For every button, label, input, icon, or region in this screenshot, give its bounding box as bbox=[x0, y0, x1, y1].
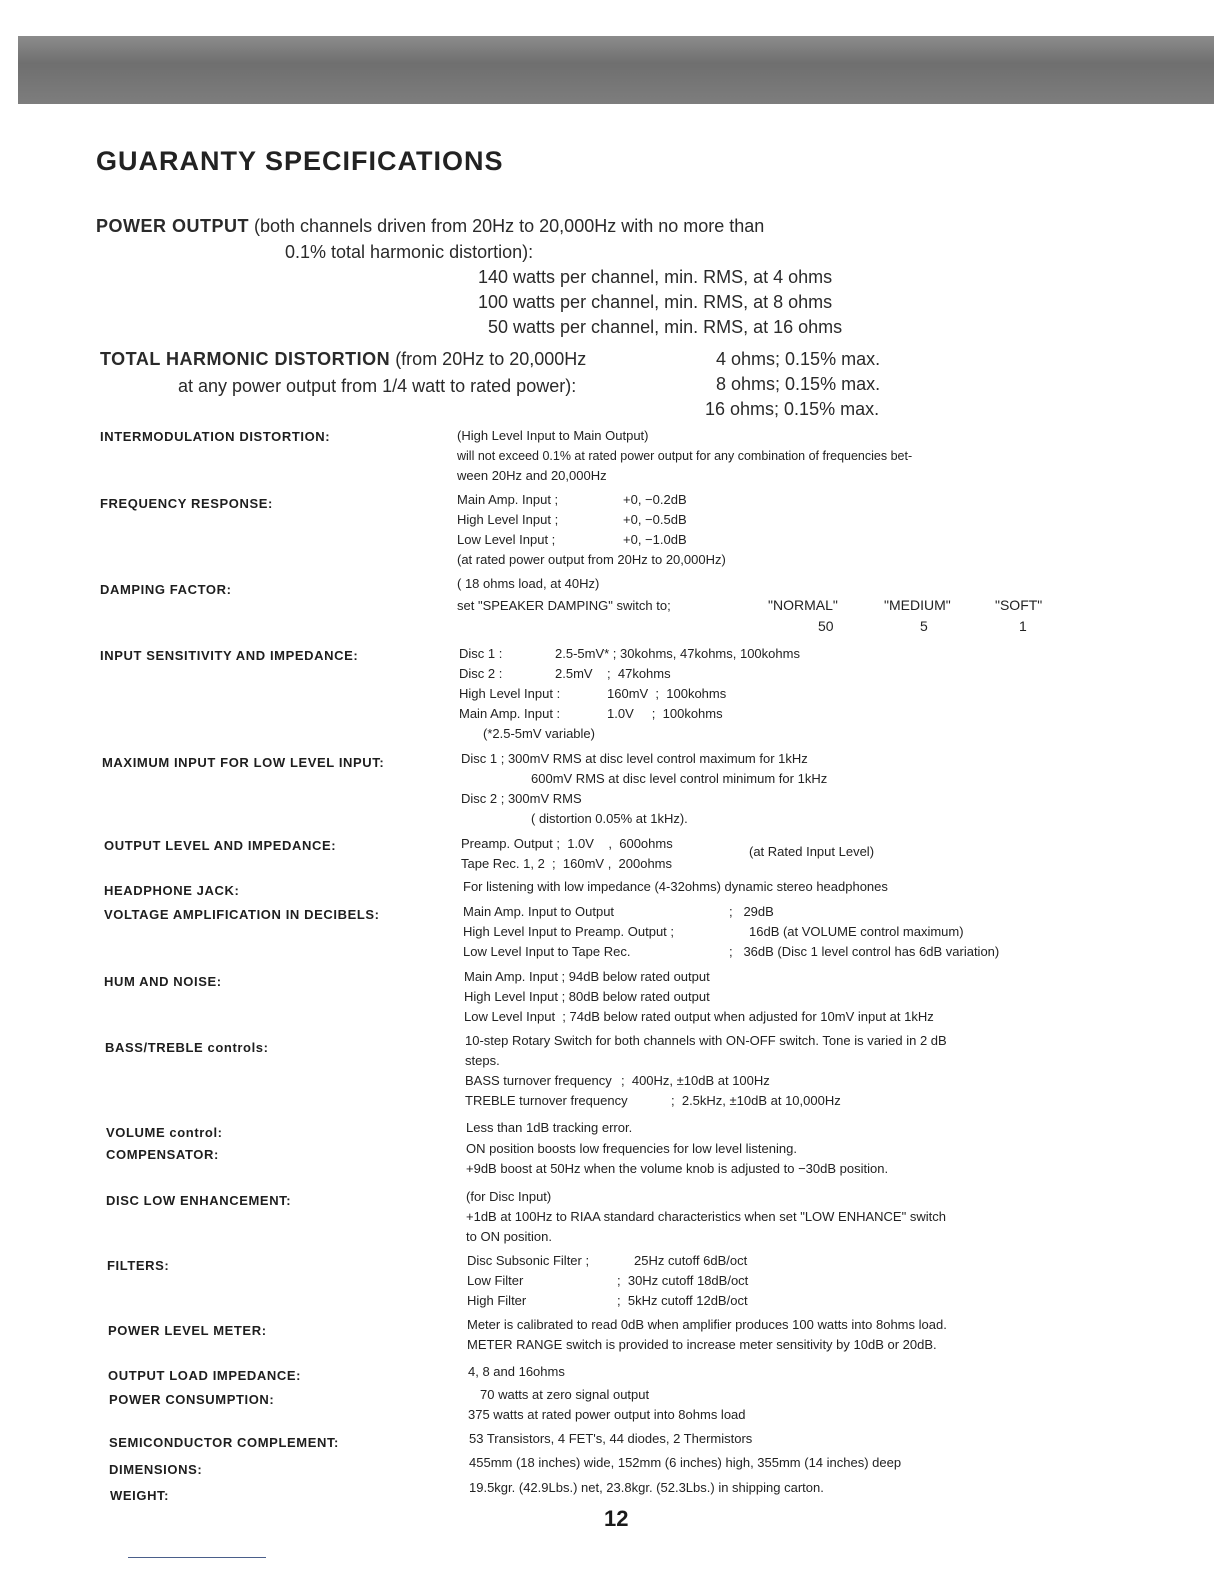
spec-line: ; 36dB (Disc 1 level control has 6dB variation) bbox=[729, 944, 1000, 959]
spec-value bbox=[459, 644, 800, 744]
spec-line: 375 watts at rated power output into 8ohms load bbox=[468, 1407, 746, 1422]
spec-line: Main Amp. Input : bbox=[459, 706, 561, 721]
spec-line: High Level Input to Preamp. Output ; bbox=[463, 924, 675, 939]
spec-line: Disc 1 : bbox=[459, 646, 503, 661]
spec-line: High Filter bbox=[467, 1293, 527, 1308]
footer-rule bbox=[128, 1557, 266, 1558]
spec-line: Preamp. Output ; 1.0V , 600ohms bbox=[461, 836, 673, 851]
power-output-label: POWER OUTPUT bbox=[96, 216, 249, 236]
spec-line: ; 29dB bbox=[729, 904, 774, 919]
spec-line: Main Amp. Input ; 94dB below rated output bbox=[464, 969, 710, 984]
spec-line: ON position boosts low frequencies for low level listening. bbox=[466, 1141, 797, 1156]
spec-label: BASS/TREBLE controls: bbox=[105, 1040, 269, 1055]
spec-line: 19.5kgr. (42.9Lbs.) net, 23.8kgr. (52.3Lbs.) in shipping carton. bbox=[469, 1480, 824, 1495]
spec-label: COMPENSATOR: bbox=[106, 1147, 219, 1162]
spec-line: High Level Input ; bbox=[457, 512, 559, 527]
power-output-desc2: 0.1% total harmonic distortion): bbox=[285, 242, 534, 262]
spec-line: Low Level Input to Tape Rec. bbox=[463, 944, 631, 959]
spec-line: Main Amp. Input to Output bbox=[463, 904, 615, 919]
spec-line: Less than 1dB tracking error. bbox=[466, 1120, 633, 1135]
spec-line: 25Hz cutoff 6dB/oct bbox=[634, 1253, 748, 1268]
damping-value: 5 bbox=[920, 618, 928, 634]
thd-value: 8 ohms; 0.15% max. bbox=[716, 374, 881, 394]
spec-line: Meter is calibrated to read 0dB when amplifier produces 100 watts into 8ohms load. bbox=[467, 1317, 947, 1332]
spec-line: +0, −0.5dB bbox=[623, 512, 687, 527]
spec-line: Disc Subsonic Filter ; bbox=[467, 1253, 590, 1268]
spec-line: +1dB at 100Hz to RIAA standard characteristics when set "LOW ENHANCE" switch bbox=[466, 1209, 946, 1224]
spec-line: For listening with low impedance (4-32ohms) dynamic stereo headphones bbox=[463, 879, 888, 894]
spec-label: FILTERS: bbox=[107, 1258, 170, 1273]
spec-line: Disc 1 ; 300mV RMS at disc level control maximum for 1kHz bbox=[461, 751, 808, 766]
spec-line: +0, −1.0dB bbox=[623, 532, 687, 547]
spec-line: Low Filter bbox=[467, 1273, 524, 1288]
spec-label: FREQUENCY RESPONSE: bbox=[100, 496, 273, 511]
power-line: 50 watts per channel, min. RMS, at 16 ohms bbox=[488, 317, 843, 337]
spec-line: 1.0V ; 100kohms bbox=[607, 706, 723, 721]
damping-heading: "SOFT" bbox=[995, 597, 1043, 613]
header-band bbox=[18, 36, 1214, 104]
spec-label: SEMICONDUCTOR COMPLEMENT: bbox=[109, 1435, 339, 1450]
damping-heading: "MEDIUM" bbox=[884, 597, 951, 613]
spec-value bbox=[457, 426, 912, 486]
spec-line: ; 5kHz cutoff 12dB/oct bbox=[617, 1293, 748, 1308]
spec-line: 70 watts at zero signal output bbox=[480, 1387, 650, 1402]
spec-line: Disc 2 ; 300mV RMS bbox=[461, 791, 582, 806]
spec-line: High Level Input : bbox=[459, 686, 561, 701]
spec-line: 10-step Rotary Switch for both channels with ON-OFF switch. Tone is varied in 2 dB bbox=[465, 1033, 947, 1048]
spec-line: (for Disc Input) bbox=[466, 1189, 552, 1204]
spec-line: Disc 2 : bbox=[459, 666, 503, 681]
power-output-heading bbox=[96, 216, 764, 237]
spec-line: steps. bbox=[465, 1053, 500, 1068]
spec-line: ; 30Hz cutoff 18dB/oct bbox=[617, 1273, 749, 1288]
spec-line: 2.5mV ; 47kohms bbox=[555, 666, 671, 681]
spec-line: (High Level Input to Main Output) bbox=[457, 428, 649, 443]
spec-line: Low Level Input ; bbox=[457, 532, 556, 547]
spec-value bbox=[467, 1315, 947, 1355]
spec-label: DISC LOW ENHANCEMENT: bbox=[106, 1193, 292, 1208]
spec-line: 4, 8 and 16ohms bbox=[468, 1364, 565, 1379]
spec-label: VOLTAGE AMPLIFICATION IN DECIBELS: bbox=[104, 907, 380, 922]
spec-value bbox=[461, 834, 673, 874]
spec-note: (at Rated Input Level) bbox=[749, 844, 875, 859]
spec-line: set "SPEAKER DAMPING" switch to; bbox=[457, 598, 671, 613]
spec-label: MAXIMUM INPUT FOR LOW LEVEL INPUT: bbox=[102, 755, 385, 770]
spec-line: 160mV ; 100kohms bbox=[607, 686, 727, 701]
spec-value bbox=[468, 1385, 746, 1425]
spec-line: ( 18 ohms load, at 40Hz) bbox=[457, 576, 600, 591]
spec-line: Main Amp. Input ; bbox=[457, 492, 559, 507]
power-line: 140 watts per channel, min. RMS, at 4 ohms bbox=[478, 267, 833, 287]
spec-value bbox=[467, 1251, 748, 1311]
spec-line: ween 20Hz and 20,000Hz bbox=[457, 468, 607, 483]
spec-value bbox=[463, 902, 999, 962]
thd-desc: (from 20Hz to 20,000Hz bbox=[395, 349, 587, 369]
thd-value: 16 ohms; 0.15% max. bbox=[705, 399, 880, 419]
page-number: 12 bbox=[604, 1506, 629, 1531]
spec-line: to ON position. bbox=[466, 1229, 552, 1244]
spec-line: (*2.5-5mV variable) bbox=[483, 726, 595, 741]
thd-label: TOTAL HARMONIC DISTORTION bbox=[100, 349, 391, 369]
spec-value bbox=[465, 1031, 947, 1111]
damping-value: 50 bbox=[818, 618, 834, 634]
spec-label: WEIGHT: bbox=[110, 1488, 170, 1503]
spec-line: Tape Rec. 1, 2 ; 160mV , 200ohms bbox=[461, 856, 673, 871]
spec-line: will not exceed 0.1% at rated power output for any combination of frequencies bet- bbox=[457, 449, 913, 463]
spec-line: ; 400Hz, ±10dB at 100Hz bbox=[621, 1073, 770, 1088]
spec-line: TREBLE turnover frequency bbox=[465, 1093, 628, 1108]
thd-value: 4 ohms; 0.15% max. bbox=[716, 349, 881, 369]
page-title: GUARANTY SPECIFICATIONS bbox=[96, 146, 504, 176]
spec-label: HUM AND NOISE: bbox=[104, 974, 222, 989]
spec-line: Low Level Input ; 74dB below rated output when adjusted for 10mV input at 1kHz bbox=[464, 1009, 934, 1024]
spec-label: OUTPUT LOAD IMPEDANCE: bbox=[108, 1368, 302, 1383]
spec-value bbox=[464, 967, 934, 1027]
spec-line: ( distortion 0.05% at 1kHz). bbox=[531, 811, 688, 826]
spec-line: ; 2.5kHz, ±10dB at 10,000Hz bbox=[671, 1093, 841, 1108]
spec-label: POWER CONSUMPTION: bbox=[109, 1392, 275, 1407]
spec-label: INPUT SENSITIVITY AND IMPEDANCE: bbox=[100, 648, 359, 663]
spec-value bbox=[461, 749, 827, 829]
spec-value bbox=[466, 1187, 946, 1247]
power-output-desc: (both channels driven from 20Hz to 20,000Hz with no more than bbox=[254, 216, 765, 236]
spec-label: HEADPHONE JACK: bbox=[104, 883, 240, 898]
spec-label: OUTPUT LEVEL AND IMPEDANCE: bbox=[104, 838, 337, 853]
spec-line: METER RANGE switch is provided to increase meter sensitivity by 10dB or 20dB. bbox=[467, 1337, 937, 1352]
spec-line: BASS turnover frequency bbox=[465, 1073, 612, 1088]
spec-line: +9dB boost at 50Hz when the volume knob is adjusted to −30dB position. bbox=[466, 1161, 889, 1176]
spec-label: VOLUME control: bbox=[106, 1125, 223, 1140]
spec-label: DIMENSIONS: bbox=[109, 1462, 203, 1477]
spec-line: 16dB (at VOLUME control maximum) bbox=[749, 924, 964, 939]
power-line: 100 watts per channel, min. RMS, at 8 ohms bbox=[478, 292, 833, 312]
spec-line: (at rated power output from 20Hz to 20,000Hz) bbox=[457, 552, 726, 567]
spec-label: DAMPING FACTOR: bbox=[100, 582, 232, 597]
spec-line: 53 Transistors, 4 FET's, 44 diodes, 2 Thermistors bbox=[469, 1431, 753, 1446]
thd-heading bbox=[100, 349, 586, 370]
spec-line: 2.5-5mV* ; 30kohms, 47kohms, 100kohms bbox=[555, 646, 800, 661]
spec-label: POWER LEVEL METER: bbox=[108, 1323, 267, 1338]
spec-label: INTERMODULATION DISTORTION: bbox=[100, 429, 331, 444]
spec-line: +0, −0.2dB bbox=[623, 492, 687, 507]
damping-heading: "NORMAL" bbox=[768, 597, 838, 613]
spec-line: 600mV RMS at disc level control minimum for 1kHz bbox=[531, 771, 828, 786]
spec-value bbox=[466, 1139, 888, 1179]
spec-line: 455mm (18 inches) wide, 152mm (6 inches) high, 355mm (14 inches) deep bbox=[469, 1455, 902, 1470]
damping-value: 1 bbox=[1019, 618, 1027, 634]
thd-desc2: at any power output from 1/4 watt to rated power): bbox=[178, 376, 577, 396]
spec-line: High Level Input ; 80dB below rated output bbox=[464, 989, 710, 1004]
spec-value bbox=[457, 490, 726, 570]
